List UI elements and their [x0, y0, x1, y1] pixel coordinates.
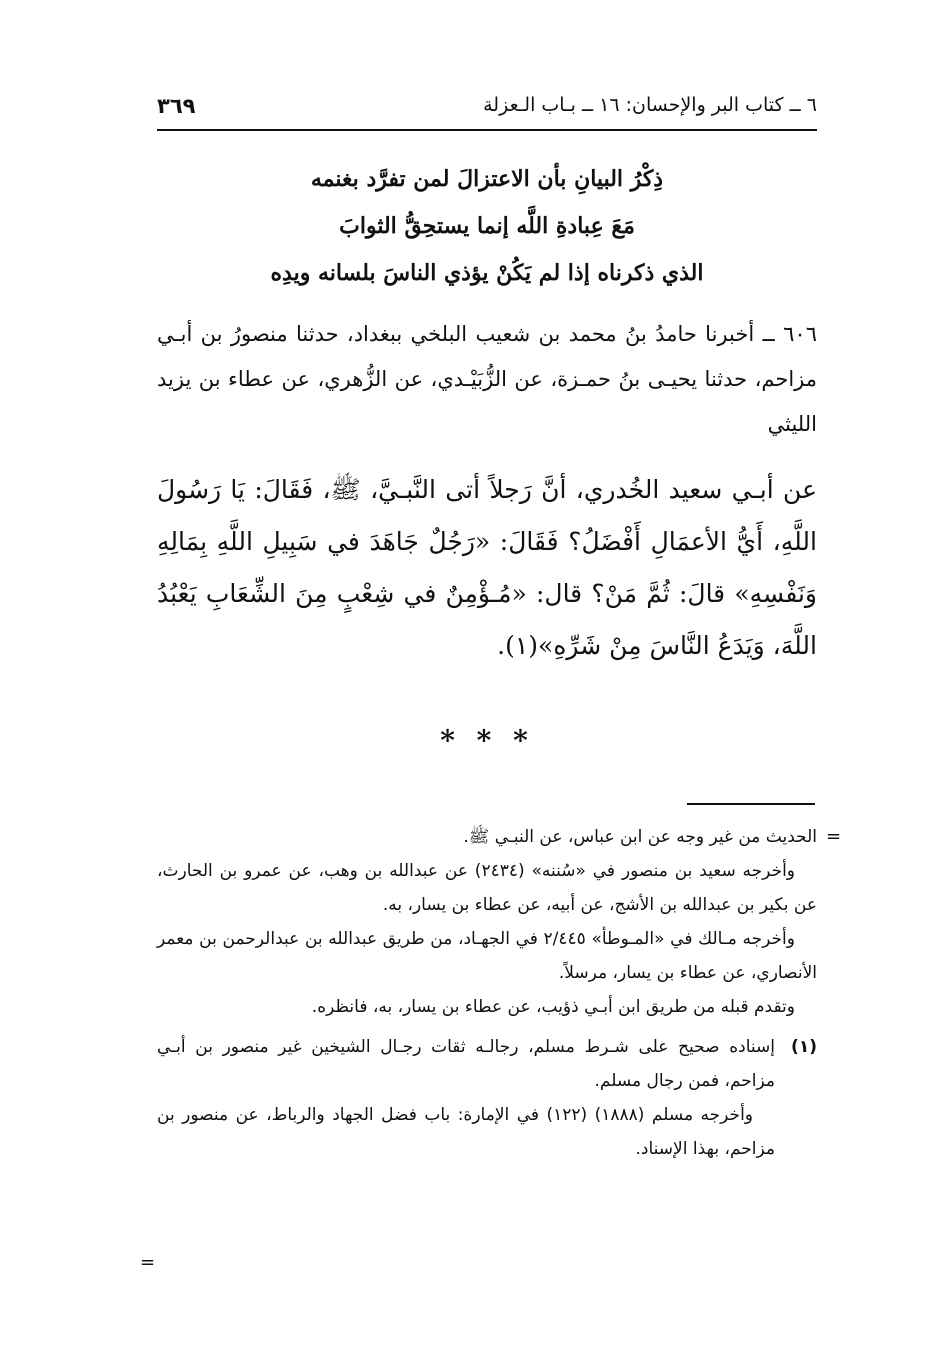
matn-paragraph: عن أبـي سعيد الخُدري، أنَّ رَجلاً أتى النَّبـيَّ، ﷺ، فَقَالَ: يَا رَسُولَ اللَّهِ، أَيُّ الأعمَالِ أَفْضَلُ؟ فَقَالَ: «رَجُلٌ جَاهَدَ في سَبِيلِ اللَّهِ بِمَالِهِ وَنَفْسِهِ» قالَ: ثُمَّ مَنْ؟ قال: «مُـؤْمِنٌ في شِعْبٍ مِنَ الشِّعَابِ يَعْبُدُ اللَّهَ، وَيَدَعُ النَّاسَ مِنْ شَرِّهِ»(١).: [157, 475, 817, 660]
footnote-1-number: (١): [791, 1037, 817, 1057]
hadith-isnad: [157, 312, 817, 447]
chapter-heading-line-3: الذي ذكرناه إذا لم يَكُنْ يؤذي الناسَ بلسانه ويدِه: [270, 260, 704, 286]
header-rule: [157, 129, 817, 131]
footnote-continued-line: الحديث من غير وجه عن ابن عباس، عن النبـي ﷺ.: [463, 827, 817, 847]
chapter-heading-line-1: ذِكْرُ البيانِ بأن الاعتزالَ لمن تفرَّد بغنمه: [310, 166, 664, 192]
footnote-rule: [687, 803, 815, 805]
footnote-1-paragraph: إسناده صحيح على شـرط مسلم، رجالـه ثقات رجـال الشيخين غير منصور بن أبـي مزاحم، فمن رجال مسلم.: [157, 1037, 775, 1091]
footnote-1: [157, 1030, 817, 1166]
running-title: ٦ ــ كتاب البر والإحسان: ١٦ ــ بـاب الـعزلة: [483, 94, 817, 116]
section-separator: * * *: [440, 724, 534, 757]
continuation-mark-bottom: =: [140, 1252, 156, 1273]
footnote-continued-paragraph: وأخرجه مـالك في «المـوطأ» ٢/٤٤٥ في الجهـاد، من طريق عبدالله بن عبدالرحمن بن معمر الأنصاري، عن عطاء بن يسار، مرسلاً.: [157, 929, 817, 983]
chapter-heading: [157, 156, 817, 297]
footnote-continued-paragraph: وأخرجه سعيد بن منصور في «سُننه» (٢٤٣٤) عن عبدالله بن وهب، عن عمرو بن الحارث، عن بكير بن عبدالله بن الأشج، عن أبيه، عن عطاء بن يسار، به.: [157, 861, 817, 915]
page-number: ٣٦٩: [157, 94, 196, 118]
hadith-matn: [157, 464, 817, 672]
isnad-paragraph: ٦٠٦ ــ أخبرنا حامدُ بنُ محمد بن شعيب البلخي ببغداد، حدثنا منصورُ بن أبـي مزاحم، حدثنا يحيـى بنُ حمـزة، عن الزُّبَيْـدي، عن الزُّهري، عن عطاء بن يزيد الليثي: [157, 322, 817, 436]
footnote-continued-paragraph: وتقدم قبله من طريق ابن أبـي ذؤيب، عن عطاء بن يسار، به، فانظره.: [311, 997, 795, 1017]
footnote-1-body: [157, 1030, 775, 1166]
footnotes: [157, 820, 817, 1166]
running-header: [157, 94, 817, 128]
continuation-mark-top: =: [826, 826, 842, 847]
footnote-1-paragraph: وأخرجه مسلم (١٨٨٨) (١٢٢) في الإمارة: باب فضل الجهاد والرباط، عن منصور بن مزاحم، بهذا الإسناد.: [157, 1105, 775, 1159]
chapter-heading-line-2: مَعَ عِبادةِ اللَّه إنما يستحِقُّ الثوابَ: [339, 213, 635, 239]
